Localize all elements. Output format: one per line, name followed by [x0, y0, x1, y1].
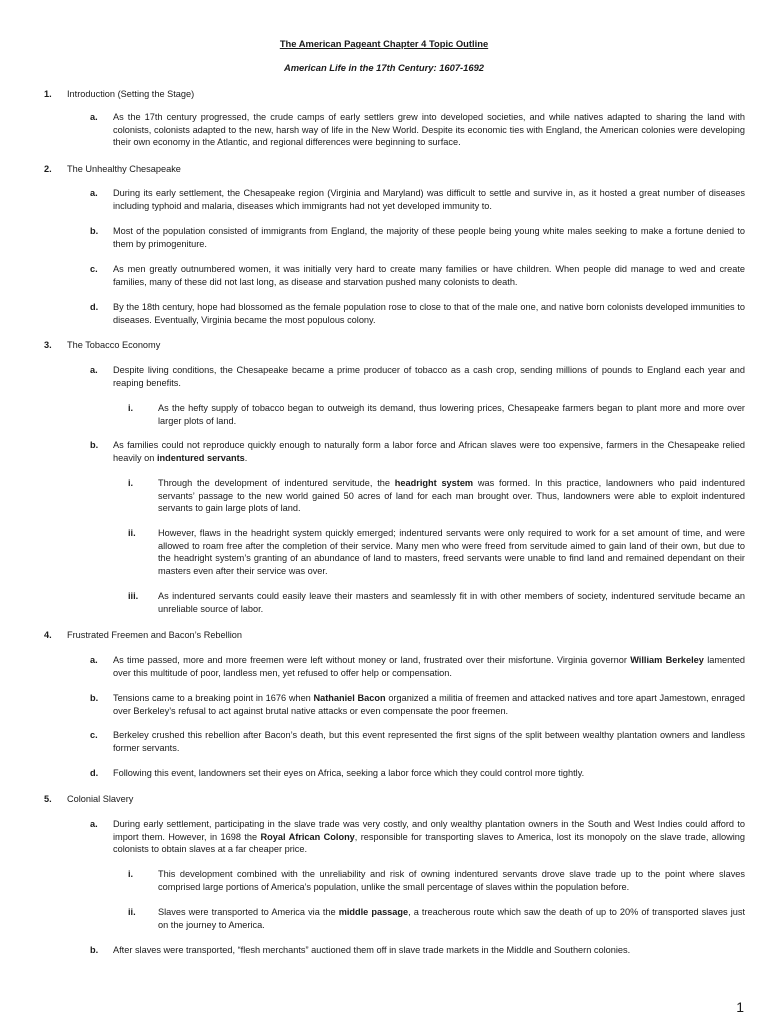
section-number: 5.: [44, 794, 52, 804]
item-text: After slaves were transported, “flesh merchants” auctioned them off in slave trade markets in the Middle and Southern colonies.: [113, 945, 631, 955]
item-marker: b.: [90, 693, 99, 703]
item-marker: a.: [90, 819, 98, 829]
item-marker: ii.: [128, 907, 136, 917]
item-marker: i.: [128, 403, 134, 413]
key-term: headright system: [394, 478, 474, 488]
item-text: As time passed, more and more freemen were left without money or land, frustrated over their misfortune. Virginia governor William Berkeley lamented over this multitude of poor, landless men, yet refused to offer help or compensation.: [113, 655, 745, 678]
section-number: 4.: [44, 630, 52, 640]
item-marker: iii.: [128, 591, 139, 601]
page-number: 1: [736, 999, 744, 1015]
item-text: Through the development of indentured servitude, the headright system was formed. In this practice, landowners who paid indentured servants’ passage to the new world gained 50 acres of land for each man brought over. Thus, landowners were able to exploit indentured servants to gain large plots of land.: [158, 478, 745, 513]
section-title: The Tobacco Economy: [67, 340, 161, 350]
item-text: As the 17th century progressed, the crude camps of early settlers grew into developed societies, and while natives adapted to sharing the land with colonists, colonists adapted to the new, harsh way of life in the New World. Despite its economic ties with England, the American colonies were developing their own economy in the Atlantic, and regional differences were beginning to surface.: [113, 112, 745, 147]
section-title: Frustrated Freemen and Bacon’s Rebellion: [67, 630, 242, 640]
item-text: Following this event, landowners set their eyes on Africa, seeking a labor force which they could control more tightly.: [113, 768, 585, 778]
item-marker: a.: [90, 112, 98, 122]
item-marker: d.: [90, 302, 99, 312]
key-term: Royal African Colony: [260, 831, 355, 842]
item-text: As indentured servants could easily leave their masters and seamlessly fit in with other members of society, indentured servitude became an unreliable source of labor.: [158, 591, 745, 614]
section-title: Introduction (Setting the Stage): [67, 89, 195, 99]
item-text: As the hefty supply of tobacco began to outweigh its demand, thus lowering prices, Chesapeake farmers began to plant more and more over larger plots of land.: [158, 403, 745, 426]
item-marker: i.: [128, 478, 134, 488]
section-number: 2.: [44, 164, 52, 174]
item-marker: b.: [90, 945, 99, 955]
section-number: 1.: [44, 89, 52, 99]
item-text: As families could not reproduce quickly enough to naturally form a labor force and African slaves were too expensive, farmers in the Chesapeake relied heavily on indentured servants.: [113, 440, 745, 463]
document-subtitle: American Life in the 17th Century: 1607-1692: [283, 62, 485, 73]
item-text: Slaves were transported to America via the middle passage, a treacherous route which saw the death of up to 20% of transported slaves just on the journey to America.: [158, 907, 745, 930]
document-title: The American Pageant Chapter 4 Topic Outline: [279, 38, 489, 49]
item-text: Most of the population consisted of immigrants from England, the majority of these people being young white males seeking to make a fortune denied to them by primogeniture.: [113, 226, 745, 249]
item-text: By the 18th century, hope had blossomed as the female population rose to close to that of the male one, and native born colonists developed immunities to diseases. Eventually, Virginia became the most populous colony.: [113, 302, 745, 325]
item-marker: b.: [90, 226, 99, 236]
key-term: William Berkeley: [630, 655, 704, 665]
section-title: Colonial Slavery: [67, 794, 134, 804]
item-text: Tensions came to a breaking point in 1676 when Nathaniel Bacon organized a militia of freemen and attacked natives and tore apart Jamestown, enraged over Berkeley’s refusal to act against brutal native attacks or even compensate the poor freemen.: [113, 693, 745, 716]
section-number: 3.: [44, 340, 52, 350]
key-term: indentured servants: [156, 452, 245, 463]
item-marker: a.: [90, 365, 98, 375]
item-text: As men greatly outnumbered women, it was initially very hard to create many families or have children. When people did manage to wed and create families, many of these did not last long, as disease and starvation pushed many colonists to death.: [113, 264, 745, 287]
item-marker: b.: [90, 440, 99, 450]
item-marker: c.: [90, 264, 98, 274]
item-text: Berkeley crushed this rebellion after Bacon’s death, but this event represented the first signs of the split between wealthy plantation owners and landless former servants.: [113, 730, 745, 753]
item-text: However, flaws in the headright system quickly emerged; indentured servants were only required to work for a set amount of time, and were allowed to roam free after the completion of their service. Many men who were freed from servitude aimed to gain land of their own, but due to the headright system’s granting of an abundance of land to masters, freed servants were unable to find land and remained dependant on their masters even after their service was over.: [158, 528, 745, 576]
item-marker: c.: [90, 730, 98, 740]
item-text: This development combined with the unreliability and risk of owning indentured servants drove slave trade up to the point where slaves comprised large portions of America’s population, unlike the small percentage of slaves within the population before.: [158, 869, 745, 892]
item-marker: i.: [128, 869, 134, 879]
item-text: Despite living conditions, the Chesapeake became a prime producer of tobacco as a cash crop, sending millions of pounds to England each year and reaping benefits.: [113, 365, 745, 388]
key-term: middle passage: [338, 907, 409, 917]
section-title: The Unhealthy Chesapeake: [67, 164, 181, 174]
item-marker: a.: [90, 655, 98, 665]
key-term: Nathaniel Bacon: [313, 693, 386, 703]
item-text: During its early settlement, the Chesapeake region (Virginia and Maryland) was difficult to settle and survive in, as it hosted a great number of diseases including typhoid and malaria, diseases which immigrants had not yet developed immunity to.: [113, 188, 745, 211]
item-marker: d.: [90, 768, 99, 778]
item-text: During early settlement, participating in the slave trade was very costly, and only wealthy plantation owners in the South and West Indies could afford to import them. However, in 1698 the Royal African Colony, responsible for transporting slaves to America, lost its monopoly on the slave trade, allowing colonists to obtain slaves at a far cheaper price.: [113, 819, 745, 854]
item-marker: ii.: [128, 528, 136, 538]
item-marker: a.: [90, 188, 98, 198]
